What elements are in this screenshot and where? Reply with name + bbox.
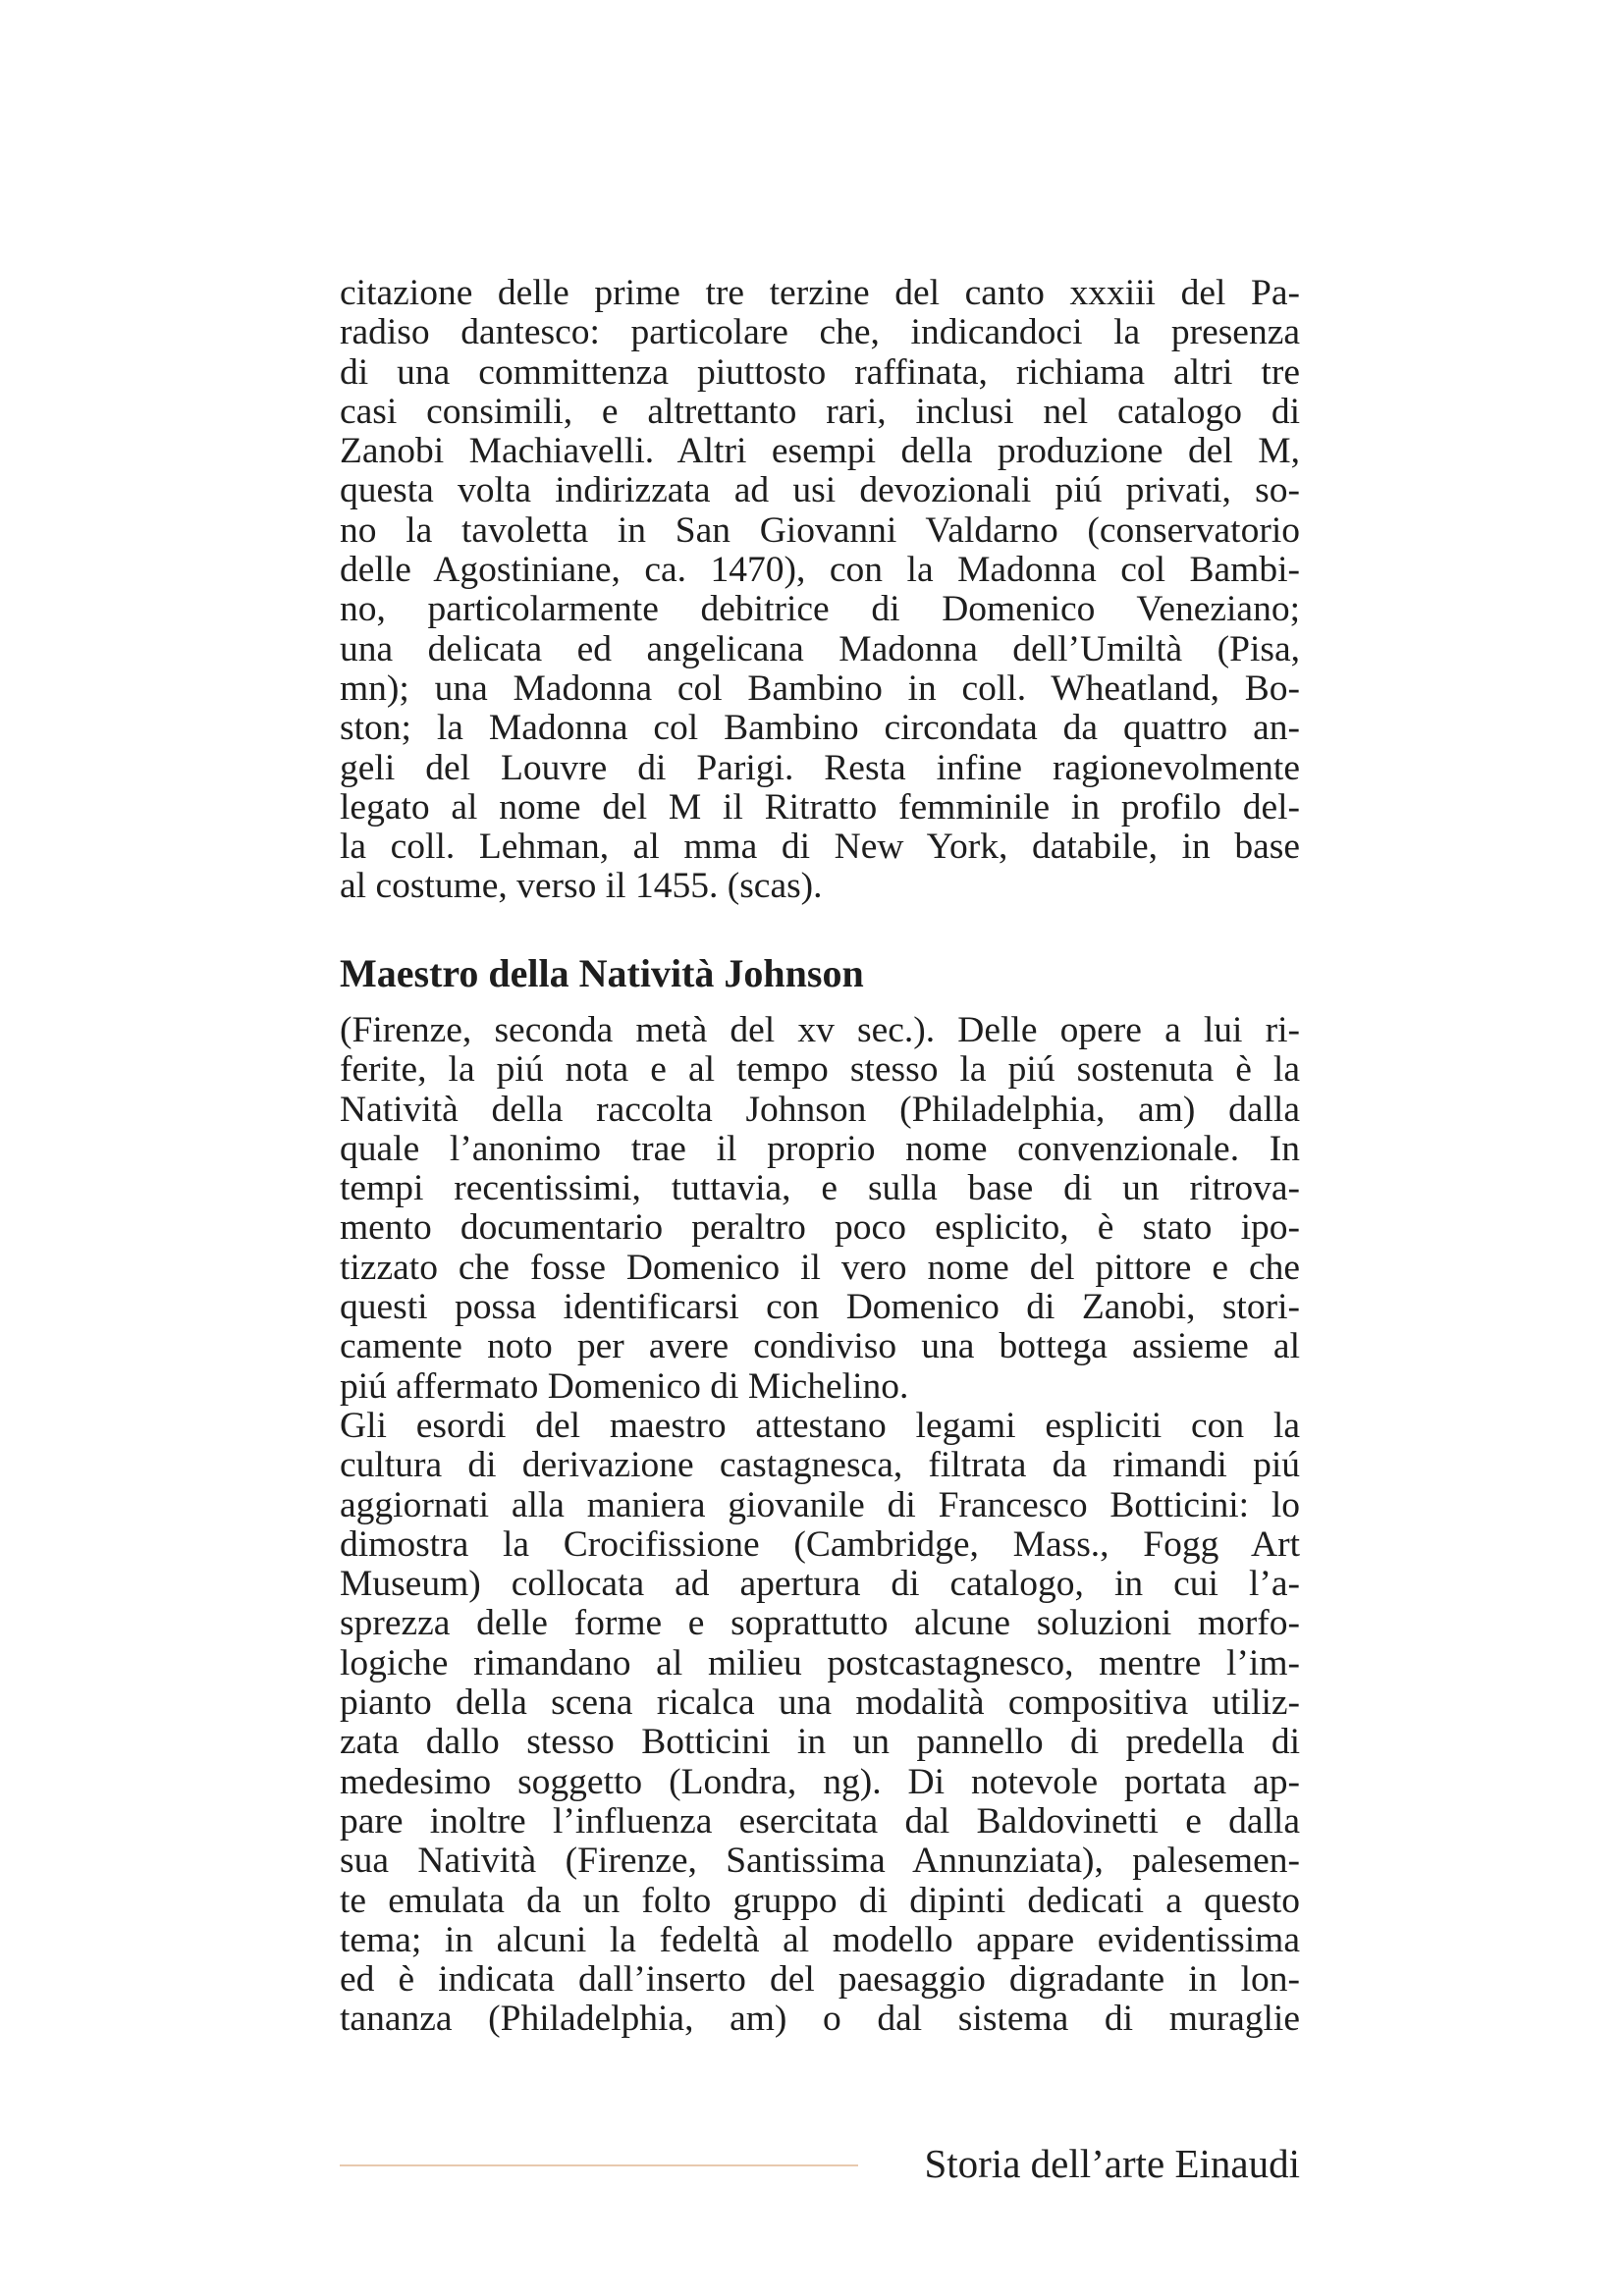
text-line: tizzato che fosse Domenico il vero nome del pittore e che: [340, 1247, 1300, 1288]
second-section-body: [340, 1011, 1300, 2040]
text-line: ed è indicata dall’inserto del paesaggio digradante in lon-: [340, 1959, 1300, 2001]
text-line: pianto della scena ricalca una modalità compositiva utiliz-: [340, 1682, 1300, 1724]
text-line: delle Agostiniane, ca. 1470), con la Madonna col Bambi-: [340, 550, 1300, 591]
text-line: logiche rimandano al milieu postcastagnesco, mentre l’im-: [340, 1642, 1300, 1683]
text-line: la coll. Lehman, al mma di New York, databile, in base: [340, 827, 1300, 868]
text-line: sprezza delle forme e soprattutto alcune soluzioni morfo-: [340, 1603, 1300, 1644]
text-line: no la tavoletta in San Giovanni Valdarno (conservatorio: [340, 509, 1300, 551]
text-line: camente noto per avere condiviso una bottega assieme al: [340, 1326, 1300, 1367]
text-line: tempi recentissimi, tuttavia, e sulla base di un ritrova-: [340, 1168, 1300, 1209]
footer-title: Storia dell’arte Einaudi: [924, 2141, 1300, 2186]
text-line: Museum) collocata ad apertura di catalogo, in cui l’a-: [340, 1564, 1300, 1605]
text-line: tema; in alcuni la fedeltà al modello appare evidentissima: [340, 1919, 1300, 1960]
text-line: quale l’anonimo trae il proprio nome convenzionale. In: [340, 1128, 1300, 1169]
text-line: radiso dantesco: particolare che, indicandoci la presenza: [340, 312, 1300, 353]
text-line: una delicata ed angelicana Madonna dell’Umiltà (Pisa,: [340, 628, 1300, 669]
text-line: citazione delle prime tre terzine del canto xxxiii del Pa-: [340, 273, 1300, 313]
text-line: mento documentario peraltro poco esplicito, è stato ipo-: [340, 1207, 1300, 1249]
text-line: Gli esordi del maestro attestano legami espliciti con la: [340, 1405, 1300, 1446]
text-line: geli del Louvre di Parigi. Resta infine ragionevolmente: [340, 747, 1300, 788]
text-line: tananza (Philadelphia, am) o dal sistema di muraglie: [340, 1999, 1300, 2040]
text-line: no, particolarmente debitrice di Domenico Veneziano;: [340, 589, 1300, 630]
text-line: zata dallo stesso Botticini in un pannello di predella di: [340, 1722, 1300, 1763]
text-line: (Firenze, seconda metà del xv sec.). Delle opere a lui ri-: [340, 1010, 1300, 1050]
text-line: sua Natività (Firenze, Santissima Annunziata), palesemen-: [340, 1841, 1300, 1882]
text-line: dimostra la Crocifissione (Cambridge, Mass., Fogg Art: [340, 1523, 1300, 1565]
text-line: pare inoltre l’influenza esercitata dal Baldovinetti e dalla: [340, 1800, 1300, 1842]
text-line: medesimo soggetto (Londra, ng). Di notevole portata ap-: [340, 1761, 1300, 1802]
text-line: piú affermato Domenico di Michelino.: [340, 1365, 909, 1407]
text-line: questa volta indirizzata ad usi devozionali piú privati, so-: [340, 470, 1300, 511]
text-line: te emulata da un folto gruppo di dipinti dedicati a questo: [340, 1880, 1300, 1921]
text-line: ston; la Madonna col Bambino circondata da quattro an-: [340, 708, 1300, 749]
text-line: cultura di derivazione castagnesca, filtrata da rimandi piú: [340, 1445, 1300, 1486]
text-line: di una committenza piuttosto raffinata, richiama altri tre: [340, 351, 1300, 393]
text-line: legato al nome del M il Ritratto femminile in profilo del-: [340, 786, 1300, 828]
section-heading: Maestro della Natività Johnson: [340, 951, 864, 995]
text-line: Zanobi Machiavelli. Altri esempi della produzione del M,: [340, 431, 1300, 472]
text-line: al costume, verso il 1455. (scas).: [340, 866, 823, 907]
first-section-body: [340, 274, 1300, 907]
text-line: aggiornati alla maniera giovanile di Francesco Botticini: lo: [340, 1484, 1300, 1525]
text-line: casi consimili, e altrettanto rari, inclusi nel catalogo di: [340, 391, 1300, 432]
text-line: mn); una Madonna col Bambino in coll. Wheatland, Bo-: [340, 667, 1300, 709]
footer-rule: [340, 2164, 858, 2166]
text-line: questi possa identificarsi con Domenico di Zanobi, stori-: [340, 1287, 1300, 1328]
text-line: ferite, la piú nota e al tempo stesso la piú sostenuta è la: [340, 1049, 1300, 1091]
text-line: Natività della raccolta Johnson (Philadelphia, am) dalla: [340, 1089, 1300, 1130]
